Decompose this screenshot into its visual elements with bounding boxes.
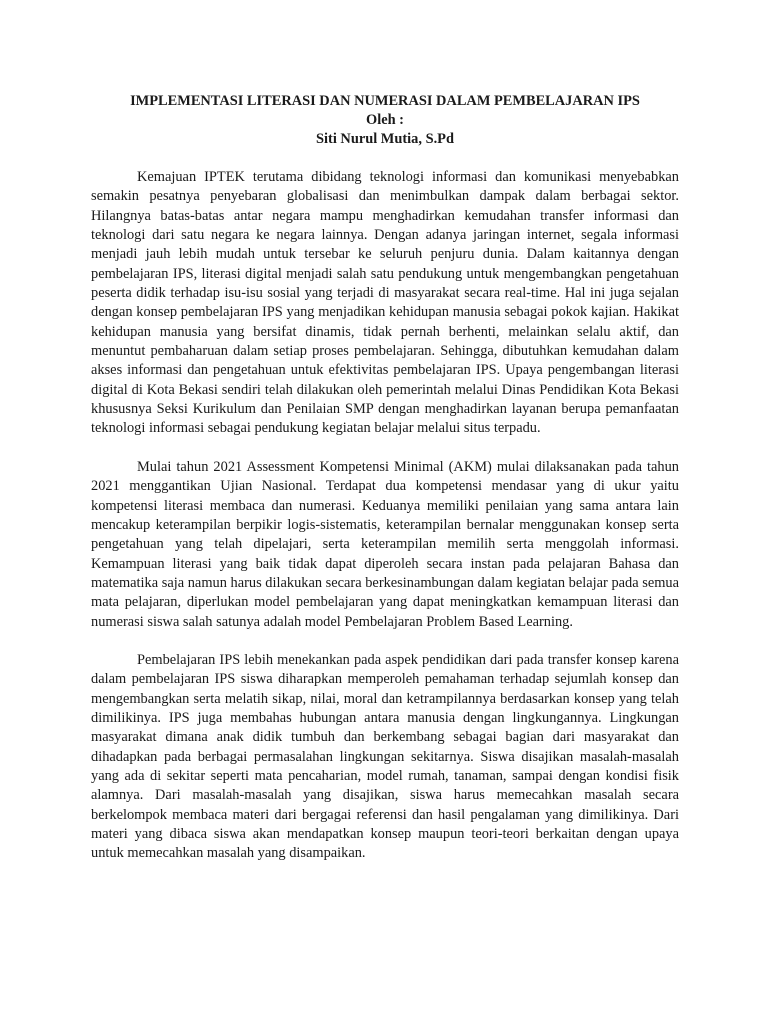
document-title: IMPLEMENTASI LITERASI DAN NUMERASI DALAM PEMBELAJARAN IPS bbox=[130, 93, 640, 109]
document-page bbox=[91, 92, 679, 883]
author-name: Siti Nurul Mutia, S.Pd bbox=[316, 131, 454, 147]
paragraph: Mulai tahun 2021 Assessment Kompetensi Minimal (AKM) mulai dilaksanakan pada tahun 2021 menggantikan Ujian Nasional. Terdapat dua kompetensi mendasar yang di ukur yaitu kompetensi literasi membaca dan numerasi. Keduanya memiliki penilaian yang sama antara lain mencakup keterampilan berpikir logis-sistematis, keterampilan bernalar menggunakan konsep serta pengetahuan yang telah dipelajari, serta keterampilan memilih serta menggolah informasi. Kemampuan literasi yang baik tidak dapat diperoleh secara instan pada pelajaran Bahasa dan matematika saja namun harus dilakukan secara berkesinambungan dalam kegiatan belajar pada semua mata pelajaran, diperlukan model pembelajaran yang dapat meningkatkan kemampuan literasi dan numerasi siswa salah satunya adalah model Pembelajaran Problem Based Learning. bbox=[91, 458, 679, 630]
paragraph: Kemajuan IPTEK terutama dibidang teknologi informasi dan komunikasi menyebabkan semakin pesatnya penyebaran globalisasi dan menimbulkan dampak dalam berbagai sektor. Hilangnya batas-batas antar negara mampu menghadirkan kemudahan transfer informasi dan teknologi dari satu negara ke negara lainnya. Dengan adanya jaringan internet, segala informasi menjadi jauh lebih mudah untuk tersebar ke seluruh penjuru dunia. Dalam kaitannya dengan pembelajaran IPS, literasi digital menjadi salah satu pendukung untuk mengembangkan pengetahuan peserta didik terhadap isu-isu sosial yang terjadi di masyarakat secara real-time. Hal ini juga sejalan dengan konsep pembelajaran IPS yang menjadikan kehidupan manusia sebagai pokok kajian. Hakikat kehidupan manusia yang bersifat dinamis, tidak pernah berhenti, melainkan selalu aktif, dan menuntut pembaharuan dalam setiap proses pembelajaran. Sehingga, dibutuhkan kemudahan dalam akses informasi dan pengetahuan untuk efektivitas pembelajaran IPS. Upaya pengembangan literasi digital di Kota Bekasi sendiri telah dilakukan oleh pemerintah melalui Dinas Pendidikan Kota Bekasi khususnya Seksi Kurikulum dan Penilaian SMP dengan menghadirkan layanan berupa pemanfaatan teknologi informasi sebagai pendukung kegiatan belajar melalui situs terpadu. bbox=[91, 169, 679, 437]
document-header bbox=[91, 92, 679, 149]
paragraph: Pembelajaran IPS lebih menekankan pada aspek pendidikan dari pada transfer konsep karena dalam pembelajaran IPS siswa diharapkan memperoleh pemahaman terhadap sejumlah konsep dan mengembangkan serta melatih sikap, nilai, moral dan ketrampilannya berdasarkan konsep yang telah dimilikinya. IPS juga membahas hubungan antara manusia dengan lingkungannya. Lingkungan masyarakat dimana anak didik tumbuh dan berkembang sebagai bagian dari masyarakat dan dihadapkan pada berbagai permasalahan lingkungan sekitarnya. Siswa disajikan masalah-masalah yang ada di sekitar seperti mata pencaharian, model rumah, tanaman, sampai dengan kondisi fisik alamnya. Dari masalah-masalah yang disajikan, siswa harus memecahkan masalah secara berkelompok membaca materi dari bergagai referensi dan hasil pengalaman yang dimilikinya. Dari materi yang dibaca siswa akan mendapatkan konsep maupun teori-teori berkaitan dengan upaya untuk memecahkan masalah yang disampaikan. bbox=[91, 651, 679, 862]
byline-label: Oleh : bbox=[366, 112, 404, 128]
document-body bbox=[91, 168, 679, 864]
